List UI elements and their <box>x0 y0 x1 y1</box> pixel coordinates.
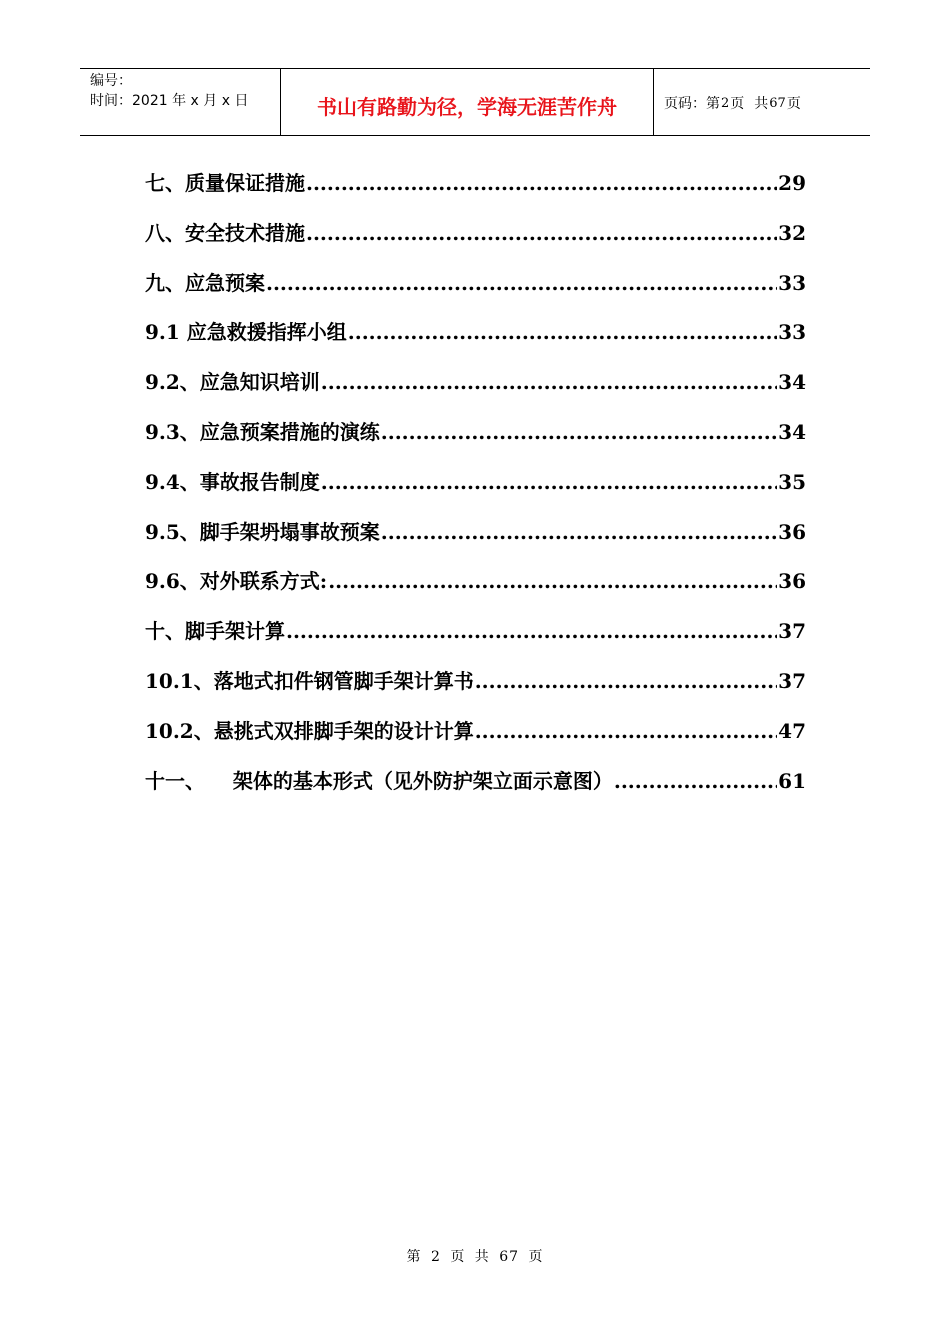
toc-entry-title: 10.1、落地式扣件钢管脚手架计算书 <box>145 668 474 693</box>
toc-entry-page-number: 37 <box>778 668 806 693</box>
header-page-unit: 页 <box>730 96 745 112</box>
toc-entry-title: 十、脚手架计算 <box>145 619 285 644</box>
toc-leader-dots <box>475 666 777 696</box>
toc-entry[interactable] <box>145 268 806 318</box>
toc-entry[interactable] <box>145 367 806 417</box>
footer-prefix: 第 <box>406 1249 422 1265</box>
footer-current-page: 2 <box>430 1249 441 1265</box>
toc-entry-title: 十一、 架体的基本形式（见外防护架立面示意图） <box>145 768 613 793</box>
toc-entry[interactable] <box>145 517 806 567</box>
header-meta-cell <box>80 69 281 135</box>
toc-entry[interactable] <box>145 666 806 716</box>
page-header <box>80 68 870 136</box>
toc-entry-title: 9.6、对外联系方式: <box>145 569 328 594</box>
toc-leader-dots <box>348 317 777 347</box>
header-page-current: 2 <box>721 95 730 111</box>
document-number-label: 编号： <box>90 73 132 89</box>
toc-entry[interactable] <box>145 218 806 268</box>
toc-entry-page-number: 34 <box>778 370 806 395</box>
toc-leader-dots <box>266 268 777 298</box>
toc-entry-title: 九、应急预案 <box>145 270 265 295</box>
footer-page-unit: 页 <box>450 1249 466 1265</box>
header-page-cell <box>654 69 870 135</box>
footer-total-label: 共 <box>474 1249 490 1265</box>
toc-entry-page-number: 34 <box>778 419 806 444</box>
toc-entry-title: 9.5、脚手架坍塌事故预案 <box>145 519 380 544</box>
header-page-total-unit: 页 <box>786 96 801 112</box>
page-footer <box>0 1246 950 1266</box>
toc-entry-title: 9.1 应急救援指挥小组 <box>145 320 347 345</box>
toc-leader-dots <box>286 616 777 646</box>
toc-leader-dots <box>321 367 777 397</box>
header-page-label: 页码：第 <box>664 96 720 112</box>
toc-entry-title: 10.2、悬挑式双排脚手架的设计计算 <box>145 718 474 743</box>
footer-total-unit: 页 <box>528 1249 544 1265</box>
toc-entry-title: 9.2、应急知识培训 <box>145 370 320 395</box>
toc-entry-page-number: 33 <box>778 270 806 295</box>
toc-entry-page-number: 32 <box>778 220 806 245</box>
toc-entry-page-number: 36 <box>778 519 806 544</box>
toc-leader-dots <box>381 517 777 547</box>
toc-leader-dots <box>306 218 777 248</box>
toc-entry-page-number: 37 <box>778 619 806 644</box>
toc-entry-page-number: 36 <box>778 569 806 594</box>
toc-entry[interactable] <box>145 566 806 616</box>
toc-entry-title: 七、质量保证措施 <box>145 171 305 195</box>
toc-entry[interactable] <box>145 467 806 517</box>
toc-entry-page-number: 35 <box>778 469 806 494</box>
toc-leader-dots <box>614 766 777 796</box>
document-time-label: 时间：2021 年 x 月 x 日 <box>90 93 249 109</box>
toc-entry-page-number: 61 <box>778 768 806 793</box>
header-page-total-label: 共 <box>754 96 769 112</box>
toc-entry[interactable] <box>145 716 806 766</box>
toc-entry-page-number: 47 <box>778 718 806 743</box>
toc-entry[interactable] <box>145 616 806 666</box>
toc-entry[interactable] <box>145 417 806 467</box>
toc-leader-dots <box>321 467 777 497</box>
toc-leader-dots <box>306 168 777 198</box>
toc-entry[interactable] <box>145 317 806 367</box>
toc-entry-page-number: 33 <box>778 320 806 345</box>
toc-entry-page-number: 29 <box>778 171 806 195</box>
footer-total-pages: 67 <box>499 1249 520 1265</box>
toc-entry[interactable] <box>145 168 806 218</box>
toc-entry-title: 9.3、应急预案措施的演练 <box>145 419 380 444</box>
toc-entry[interactable] <box>145 766 806 816</box>
toc-leader-dots <box>328 566 777 596</box>
toc-entry-title: 9.4、事故报告制度 <box>145 469 320 494</box>
toc-entry-title: 八、安全技术措施 <box>145 220 305 245</box>
header-page-total: 67 <box>769 95 786 111</box>
header-motto: 书山有路勤为径，学海无涯苦作舟 <box>317 94 617 119</box>
toc-leader-dots <box>475 716 777 746</box>
header-motto-cell <box>281 69 654 135</box>
toc-leader-dots <box>381 417 777 447</box>
table-of-contents <box>145 168 806 815</box>
